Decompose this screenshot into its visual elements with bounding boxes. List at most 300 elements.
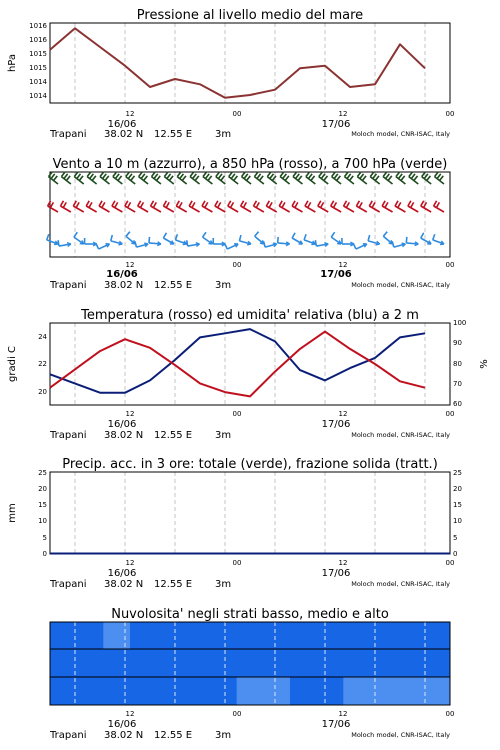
precip-tick-label: 5 bbox=[42, 534, 47, 542]
station-lon: 12.55 E bbox=[154, 430, 193, 441]
wind-barb-850hpa bbox=[151, 201, 161, 212]
cloud-cell bbox=[343, 622, 370, 649]
wind-barb-10m bbox=[392, 241, 405, 247]
cloud-cell bbox=[50, 677, 77, 705]
wind-barb-10m bbox=[315, 240, 328, 246]
wind-barb-10m-shaft bbox=[126, 236, 135, 244]
wind-barb-850hpa bbox=[60, 201, 70, 212]
model-credit: Moloch model, CNR-ISAC, Italy bbox=[351, 130, 450, 138]
wind-barb-850hpa-flag bbox=[318, 201, 321, 206]
wind-barb-850hpa bbox=[138, 201, 148, 212]
wind-barb-700hpa-flag bbox=[242, 172, 246, 177]
wind-barb-850hpa bbox=[408, 201, 418, 212]
wind-barb-700hpa-flag bbox=[113, 172, 117, 177]
station-lon: 12.55 E bbox=[154, 280, 193, 291]
wind-barb-10m-flag bbox=[292, 233, 295, 238]
cloud-cell bbox=[130, 649, 157, 677]
wind-barb-10m bbox=[406, 237, 418, 246]
station-name: Trapani bbox=[50, 280, 87, 291]
x-tick-label: 00 bbox=[445, 559, 455, 567]
wind-barb-700hpa-flag bbox=[61, 172, 65, 177]
station-lat: 38.02 N bbox=[104, 430, 144, 441]
wind-barb-850hpa-shaft bbox=[99, 206, 109, 212]
wind-barb-850hpa-flag bbox=[228, 201, 231, 206]
precip-tick-label: 5 bbox=[453, 534, 458, 542]
wind-barb-10m-flag bbox=[58, 240, 59, 246]
wind-barb-850hpa-shaft bbox=[253, 206, 263, 212]
wind-barb-700hpa-flag bbox=[344, 172, 348, 177]
wind-barb-850hpa-shaft bbox=[318, 206, 328, 212]
wind-barb-10m bbox=[292, 233, 302, 244]
wind-barb-700hpa-flag bbox=[66, 176, 70, 181]
precip-x-axis bbox=[108, 559, 455, 579]
temp-humidity-title: Temperatura (rosso) ed umidita' relativa (blu) a 2 m bbox=[81, 308, 419, 323]
wind-barb-700hpa-flag bbox=[205, 174, 209, 179]
wind-barb-700hpa-flag bbox=[409, 172, 413, 177]
x-tick-label: 12 bbox=[125, 710, 135, 718]
wind-barb-700hpa-flag bbox=[398, 174, 402, 179]
pressure-station-info bbox=[49, 129, 450, 140]
wind-barb-700hpa bbox=[139, 172, 148, 184]
wind-barb-850hpa bbox=[86, 201, 96, 212]
cloud-cell bbox=[290, 622, 317, 649]
wind-barb-850hpa-flag bbox=[231, 202, 234, 207]
wind-barb-850hpa-flag bbox=[205, 202, 208, 207]
wind-barb-850hpa-flag bbox=[295, 202, 298, 207]
x-tick-label: 00 bbox=[232, 559, 242, 567]
date-label: 16/06 bbox=[107, 119, 137, 130]
wind-barb-850hpa-flag bbox=[411, 202, 414, 207]
x-tick-label: 12 bbox=[338, 110, 348, 118]
precip-station-info bbox=[49, 579, 450, 590]
wind-barb-850hpa-shaft bbox=[125, 206, 135, 212]
cloud-cell bbox=[397, 622, 424, 649]
cloud-cell bbox=[50, 649, 77, 677]
wind-barb-700hpa-flag bbox=[139, 172, 143, 177]
wind-barb-850hpa-flag bbox=[372, 202, 375, 207]
wind-barb-850hpa bbox=[228, 201, 238, 212]
wind-barb-700hpa bbox=[100, 172, 109, 184]
wind-barb-700hpa-flag bbox=[319, 172, 323, 177]
wind-barb-850hpa-flag bbox=[356, 201, 359, 206]
station-lon: 12.55 E bbox=[154, 129, 193, 140]
cloud-cell bbox=[263, 622, 290, 649]
wind-barb-700hpa-flag bbox=[195, 176, 199, 181]
precip-title: Precip. acc. in 3 ore: totale (verde), frazione solida (tratt.) bbox=[62, 457, 438, 472]
cloud-cell bbox=[290, 677, 317, 705]
wind-barb-850hpa-flag bbox=[434, 201, 437, 206]
wind-barb-700hpa bbox=[74, 172, 83, 184]
wind-barb-10m-flag bbox=[74, 232, 77, 237]
pressure-tick-label: 1016 bbox=[29, 22, 47, 30]
wind-barb-850hpa-flag bbox=[241, 201, 244, 206]
wind-barb-700hpa-flag bbox=[167, 174, 171, 179]
wind-barb-700hpa-flag bbox=[321, 174, 325, 179]
wind-barb-700hpa-flag bbox=[388, 176, 392, 181]
wind-barb-700hpa bbox=[254, 172, 263, 184]
wind-barb-850hpa-flag bbox=[60, 201, 63, 206]
wind-barb-700hpa-flag bbox=[154, 174, 158, 179]
wind-barb-700hpa-flag bbox=[118, 176, 122, 181]
wind-barb-10m bbox=[278, 237, 290, 246]
x-tick-label: 00 bbox=[445, 261, 455, 269]
wind-barb-850hpa-shaft bbox=[48, 206, 58, 212]
wind-barb-10m-flag bbox=[96, 244, 99, 249]
wind-barb-10m bbox=[433, 234, 444, 244]
wind-barb-10m-flag bbox=[225, 244, 228, 249]
wind-barb-700hpa-flag bbox=[182, 176, 186, 181]
wind-barb-700hpa-flag bbox=[54, 176, 58, 181]
wind-barb-10m bbox=[96, 244, 109, 249]
wind-barb-850hpa-flag bbox=[63, 202, 66, 207]
wind-barb-850hpa-shaft bbox=[305, 206, 315, 212]
humidity-tick-label: 90 bbox=[453, 339, 462, 347]
x-tick-label: 12 bbox=[125, 261, 135, 269]
precip-right-ticks bbox=[453, 469, 462, 558]
precip-y-label: mm bbox=[7, 503, 18, 523]
wind-barb-850hpa bbox=[215, 201, 225, 212]
wind-barb-700hpa-flag bbox=[128, 174, 132, 179]
wind-barb-850hpa-flag bbox=[279, 201, 282, 206]
wind-barb-10m-flag bbox=[315, 240, 316, 246]
cloud-x-axis bbox=[108, 710, 455, 730]
wind-barb-850hpa-shaft bbox=[60, 206, 70, 212]
wind-barb-700hpa bbox=[409, 172, 418, 184]
cloud-cell bbox=[397, 649, 424, 677]
temperature-line bbox=[50, 332, 425, 397]
wind-barb-850hpa-flag bbox=[76, 202, 79, 207]
wind-barb-850hpa-shaft bbox=[163, 206, 173, 212]
wind-barb-700hpa bbox=[357, 172, 366, 184]
cloud-cell bbox=[317, 622, 344, 649]
pressure-line bbox=[50, 28, 425, 97]
cloud-cell bbox=[237, 677, 264, 705]
wind-barb-10m-flag bbox=[264, 241, 266, 247]
temperature-y-ticks bbox=[38, 333, 47, 396]
wind-barb-700hpa-flag bbox=[193, 174, 197, 179]
wind-barb-700hpa-flag bbox=[190, 172, 194, 177]
wind-barb-10m-flag bbox=[392, 241, 394, 247]
wind-barb-10m bbox=[203, 232, 213, 244]
precip-tick-label: 20 bbox=[453, 485, 462, 493]
wind-barb-700hpa-flag bbox=[77, 174, 81, 179]
wind-barb-700hpa bbox=[396, 172, 405, 184]
wind-barb-700hpa-flag bbox=[324, 176, 328, 181]
model-credit: Moloch model, CNR-ISAC, Italy bbox=[351, 731, 450, 739]
cloud-cell bbox=[263, 649, 290, 677]
model-credit: Moloch model, CNR-ISAC, Italy bbox=[351, 431, 450, 439]
wind-barb-850hpa-flag bbox=[102, 202, 105, 207]
wind-barb-850hpa bbox=[48, 201, 58, 212]
wind-barb-10m bbox=[135, 241, 148, 247]
cloud-cell bbox=[130, 677, 157, 705]
wind-barb-10m-flag bbox=[433, 234, 435, 240]
wind-barb-850hpa-flag bbox=[308, 202, 311, 207]
wind-barb-700hpa-flag bbox=[257, 174, 261, 179]
wind-barb-700hpa-flag bbox=[157, 176, 161, 181]
wind-barb-850hpa-flag bbox=[166, 202, 169, 207]
wind-barb-850hpa-flag bbox=[421, 201, 424, 206]
wind-barb-700hpa-flag bbox=[435, 172, 439, 177]
wind-barb-850hpa bbox=[318, 201, 328, 212]
x-tick-label: 12 bbox=[338, 710, 348, 718]
wind-barb-10m bbox=[383, 232, 392, 244]
precip-tick-label: 10 bbox=[453, 517, 462, 525]
wind-barb-850hpa-shaft bbox=[228, 206, 238, 212]
wind-barb-850hpa-flag bbox=[115, 202, 118, 207]
station-elevation: 3m bbox=[215, 579, 232, 590]
wind-barbs bbox=[47, 172, 444, 249]
wind-barb-700hpa-flag bbox=[386, 174, 390, 179]
wind-barb-10m bbox=[187, 240, 200, 246]
wind-barb-700hpa bbox=[151, 172, 160, 184]
cloud-cell bbox=[237, 649, 264, 677]
wind-barb-700hpa-flag bbox=[357, 172, 361, 177]
wind-barb-700hpa bbox=[293, 172, 302, 184]
wind-barb-850hpa-shaft bbox=[395, 206, 405, 212]
wind-barb-850hpa-shaft bbox=[279, 206, 289, 212]
wind-barb-850hpa-flag bbox=[436, 202, 439, 207]
cloud-cells bbox=[50, 622, 451, 705]
wind-barb-850hpa-flag bbox=[369, 201, 372, 206]
wind-barb-700hpa-flag bbox=[293, 172, 297, 177]
wind-barb-10m bbox=[111, 235, 123, 245]
wind-barb-700hpa-flag bbox=[337, 176, 341, 181]
wind-barb-700hpa bbox=[216, 172, 225, 184]
wind-barb-850hpa bbox=[395, 201, 405, 212]
wind-barb-700hpa bbox=[203, 172, 212, 184]
station-lat: 38.02 N bbox=[104, 280, 144, 291]
pressure-frame bbox=[50, 23, 450, 103]
temperature-tick-label: 20 bbox=[38, 388, 47, 396]
wind-barb-850hpa-flag bbox=[176, 201, 179, 206]
wind-barb-850hpa-flag bbox=[282, 202, 285, 207]
wind-barb-850hpa bbox=[112, 201, 122, 212]
wind-barb-700hpa-flag bbox=[231, 174, 235, 179]
temperature-tick-label: 24 bbox=[38, 333, 47, 341]
wind-barb-850hpa-flag bbox=[359, 202, 362, 207]
wind-barb-700hpa-flag bbox=[414, 176, 418, 181]
wind-barb-10m-flag bbox=[187, 240, 188, 246]
wind-barb-850hpa-shaft bbox=[202, 206, 212, 212]
wind-barb-700hpa-flag bbox=[375, 176, 379, 181]
wind-barb-10m-flag bbox=[175, 234, 177, 240]
date-label: 17/06 bbox=[321, 568, 351, 579]
wind-barb-700hpa-flag bbox=[103, 174, 107, 179]
wind-barb-700hpa-flag bbox=[267, 172, 271, 177]
wind-barb-700hpa-flag bbox=[164, 172, 168, 177]
station-lon: 12.55 E bbox=[154, 730, 193, 741]
wind-barb-850hpa-flag bbox=[86, 201, 89, 206]
cloud-cell bbox=[77, 649, 104, 677]
wind-barb-700hpa-flag bbox=[100, 172, 104, 177]
x-tick-label: 00 bbox=[445, 110, 455, 118]
wind-barb-850hpa-flag bbox=[398, 202, 401, 207]
humidity-y-label: % bbox=[479, 359, 490, 369]
temp-humidity-panel bbox=[7, 308, 490, 441]
cloud-cell bbox=[370, 622, 397, 649]
cloud-cell bbox=[157, 622, 184, 649]
cloud-cell bbox=[370, 649, 397, 677]
date-label: 16/06 bbox=[107, 719, 137, 730]
cloud-cell bbox=[103, 622, 130, 649]
wind-barb-700hpa-flag bbox=[247, 176, 251, 181]
wind-barb-700hpa-flag bbox=[285, 176, 289, 181]
wind-barb-700hpa bbox=[164, 172, 173, 184]
wind-barb-850hpa-flag bbox=[202, 201, 205, 206]
pressure-tick-label: 1014 bbox=[29, 92, 47, 100]
wind-barb-700hpa-flag bbox=[126, 172, 130, 177]
wind-barb-850hpa bbox=[176, 201, 186, 212]
wind-barb-850hpa-flag bbox=[305, 201, 308, 206]
wind-barb-850hpa-flag bbox=[266, 201, 269, 206]
wind-barb-700hpa bbox=[113, 172, 122, 184]
station-lat: 38.02 N bbox=[104, 579, 144, 590]
wind-barb-700hpa-flag bbox=[283, 174, 287, 179]
wind-barb-700hpa bbox=[383, 172, 392, 184]
cloud-cell bbox=[103, 677, 130, 705]
wind-barb-850hpa-flag bbox=[395, 201, 398, 206]
x-tick-label: 00 bbox=[232, 261, 242, 269]
wind-barb-850hpa-shaft bbox=[369, 206, 379, 212]
pressure-y-ticks bbox=[29, 22, 47, 100]
date-label: 17/06 bbox=[321, 119, 351, 130]
wind-barb-850hpa-flag bbox=[218, 202, 221, 207]
wind-barb-850hpa-shaft bbox=[331, 206, 341, 212]
wind-barb-10m bbox=[239, 235, 251, 245]
wind-barb-10m bbox=[58, 240, 71, 246]
x-tick-label: 12 bbox=[338, 261, 348, 269]
wind-barb-850hpa-flag bbox=[385, 202, 388, 207]
wind-barb-10m bbox=[163, 233, 173, 244]
wind-barb-850hpa-shaft bbox=[408, 206, 418, 212]
wind-barb-700hpa-flag bbox=[427, 176, 431, 181]
wind-barb-850hpa-shaft bbox=[356, 206, 366, 212]
wind-barb-700hpa-flag bbox=[401, 176, 405, 181]
wind-barb-700hpa-flag bbox=[311, 176, 315, 181]
wind-barb-850hpa-flag bbox=[346, 202, 349, 207]
wind-barb-850hpa bbox=[344, 201, 354, 212]
temp-humidity-x-axis bbox=[108, 410, 455, 430]
wind-barb-850hpa-flag bbox=[215, 201, 218, 206]
wind-barb-700hpa-flag bbox=[105, 176, 109, 181]
pressure-tick-label: 1016 bbox=[29, 36, 47, 44]
wind-barb-10m-flag bbox=[47, 234, 49, 240]
wind-barb-700hpa-flag bbox=[218, 174, 222, 179]
station-name: Trapani bbox=[50, 579, 87, 590]
wind-barb-10m-flag bbox=[353, 244, 356, 249]
wind-barb-850hpa-flag bbox=[382, 201, 385, 206]
pressure-tick-label: 1014 bbox=[29, 78, 47, 86]
wind-barb-10m bbox=[149, 237, 161, 246]
model-credit: Moloch model, CNR-ISAC, Italy bbox=[351, 281, 450, 289]
precip-tick-label: 15 bbox=[38, 501, 47, 509]
station-name: Trapani bbox=[50, 129, 87, 140]
station-lon: 12.55 E bbox=[154, 579, 193, 590]
wind-barb-700hpa-flag bbox=[350, 176, 354, 181]
humidity-tick-label: 60 bbox=[453, 400, 462, 408]
wind-barb-700hpa-flag bbox=[440, 176, 444, 181]
wind-barb-850hpa-shaft bbox=[112, 206, 122, 212]
cloud-cell bbox=[77, 677, 104, 705]
wind-barb-850hpa-flag bbox=[89, 202, 92, 207]
wind-barb-700hpa bbox=[319, 172, 328, 184]
cloud-cell bbox=[237, 622, 264, 649]
wind-barb-700hpa-flag bbox=[90, 174, 94, 179]
wind-barb-10m-flag bbox=[111, 235, 113, 241]
date-label: 16/06 bbox=[107, 568, 137, 579]
cloud-cell bbox=[397, 677, 424, 705]
pressure-tick-label: 1015 bbox=[29, 50, 47, 58]
wind-barb-700hpa-flag bbox=[280, 172, 284, 177]
wind-barb-850hpa-flag bbox=[112, 201, 115, 206]
wind-barb-850hpa-shaft bbox=[434, 206, 444, 212]
wind-barb-700hpa-flag bbox=[144, 176, 148, 181]
station-name: Trapani bbox=[50, 730, 87, 741]
cloud-cell bbox=[157, 677, 184, 705]
wind-barb-10m bbox=[342, 238, 354, 246]
wind-panel bbox=[47, 157, 455, 291]
wind-barb-10m bbox=[331, 232, 341, 244]
wind-barb-700hpa-flag bbox=[270, 174, 274, 179]
wind-barb-700hpa-flag bbox=[308, 174, 312, 179]
wind-barb-10m bbox=[421, 233, 431, 244]
wind-barb-850hpa bbox=[292, 201, 302, 212]
wind-barb-850hpa-flag bbox=[99, 201, 102, 206]
wind-barb-700hpa-flag bbox=[221, 176, 225, 181]
wind-barb-10m-shaft bbox=[383, 236, 392, 244]
cloud-cell bbox=[343, 649, 370, 677]
wind-barb-850hpa bbox=[434, 201, 444, 212]
wind-barb-850hpa-flag bbox=[163, 201, 166, 206]
station-elevation: 3m bbox=[215, 129, 232, 140]
wind-barb-700hpa-flag bbox=[396, 172, 400, 177]
wind-barb-10m-flag bbox=[304, 234, 306, 240]
wind-barb-850hpa-flag bbox=[269, 202, 272, 207]
wind-barb-700hpa-flag bbox=[87, 172, 91, 177]
wind-barb-700hpa-flag bbox=[229, 172, 233, 177]
wind-barb-700hpa-flag bbox=[360, 174, 364, 179]
wind-barb-700hpa-flag bbox=[64, 174, 68, 179]
cloud-station-info bbox=[49, 730, 450, 741]
x-tick-label: 12 bbox=[125, 410, 135, 418]
wind-barb-850hpa-flag bbox=[333, 202, 336, 207]
wind-barb-700hpa-flag bbox=[332, 172, 336, 177]
wind-barb-850hpa bbox=[202, 201, 212, 212]
wind-barb-700hpa-flag bbox=[177, 172, 181, 177]
wind-barb-700hpa-flag bbox=[259, 176, 263, 181]
wind-barb-700hpa-flag bbox=[79, 176, 83, 181]
cloud-cell bbox=[210, 649, 237, 677]
wind-barb-850hpa-shaft bbox=[241, 206, 251, 212]
wind-barb-700hpa bbox=[435, 172, 444, 184]
wind-barb-700hpa bbox=[422, 172, 431, 184]
wind-barb-700hpa-flag bbox=[203, 172, 207, 177]
wind-barb-700hpa-flag bbox=[92, 176, 96, 181]
wind-barb-700hpa-flag bbox=[334, 174, 338, 179]
humidity-tick-label: 70 bbox=[453, 380, 462, 388]
wind-barb-10m-flag bbox=[368, 235, 370, 241]
x-tick-label: 00 bbox=[232, 110, 242, 118]
temperature-y-label: gradi C bbox=[7, 346, 18, 382]
precip-tick-label: 0 bbox=[42, 550, 47, 558]
wind-barb-700hpa-flag bbox=[437, 174, 441, 179]
wind-barb-850hpa-flag bbox=[408, 201, 411, 206]
wind-barb-10m-flag bbox=[239, 235, 241, 241]
wind-barb-700hpa-flag bbox=[51, 174, 55, 179]
cloud-cell bbox=[423, 622, 450, 649]
wind-barb-850hpa-shaft bbox=[151, 206, 161, 212]
